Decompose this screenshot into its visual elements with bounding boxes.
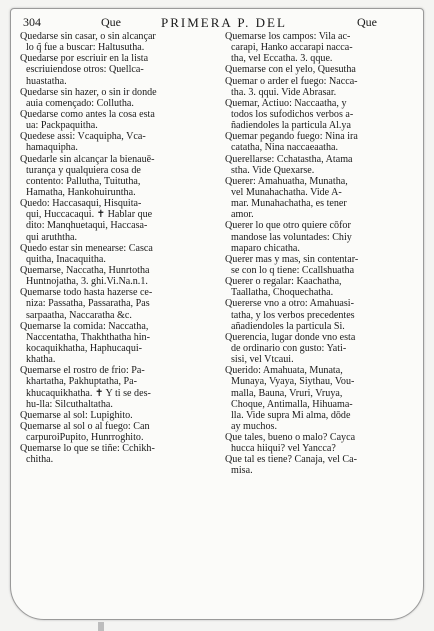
dictionary-line: hu-lla: Silcuthaltatha.: [26, 398, 113, 410]
dictionary-line: Querencia, lugar donde vno esta: [225, 331, 356, 343]
dictionary-line: sarpaatha, Naccaratha &c.: [26, 309, 132, 321]
dictionary-line: Querer o regalar: Kaachatha,: [225, 276, 342, 288]
dictionary-line: Quedarse por escriuir en la lista: [20, 53, 149, 65]
catchword-right: Que: [357, 15, 377, 29]
dictionary-line: catatha, Nina naccaeaatha.: [231, 142, 339, 154]
dictionary-line: escriuiendose otros: Quellca-: [26, 64, 144, 76]
dictionary-line: carapi, Hanko accarapi nacca-: [231, 42, 353, 54]
dictionary-line: Quedarse como antes la cosa esta: [20, 108, 155, 120]
dictionary-line: Quemarse la comida: Naccatha,: [20, 320, 149, 332]
dictionary-line: sisi, vel Vtcaui.: [231, 354, 294, 366]
dictionary-line: de ordinario con gusto: Yati-: [231, 342, 347, 354]
dictionary-line: turança y qualquiera cosa de: [26, 164, 141, 176]
dictionary-line: Huntnojatha, 3. ghi.Vi.Na.n.1.: [26, 276, 148, 288]
dictionary-line: khartatha, Pakhuptatha, Pa-: [26, 376, 137, 388]
dictionary-line: tha, vel Eccatha. 3. qque.: [231, 53, 333, 65]
dictionary-line: carpuroiPupito, Hunrroghito.: [26, 432, 144, 444]
running-title: PRIMERA P. DEL: [161, 15, 287, 30]
dictionary-line: Choque, Antimalla, Hihuama-: [231, 398, 353, 410]
dictionary-line: Quemar pegando fuego: Nina ira: [225, 131, 358, 143]
dictionary-line: Quedarse sin hazer, o sin ir donde: [20, 86, 157, 98]
dictionary-line: Quemarse todo hasta hazerse ce-: [20, 287, 153, 299]
dictionary-line: amor.: [231, 209, 254, 221]
dictionary-line: maparo chicatha.: [231, 242, 300, 254]
dictionary-line: Quererse vno a otro: Amahuasi-: [225, 298, 354, 310]
dictionary-line: tatha, y los verbos precedentes: [231, 309, 355, 321]
dictionary-line: khatha.: [26, 354, 56, 366]
dictionary-line: chitha.: [26, 454, 54, 466]
dictionary-line: Hamatha, Hankohuiruntha.: [26, 186, 136, 198]
dictionary-line: niza: Passatha, Passaratha, Pas: [26, 298, 150, 310]
dictionary-line: misa.: [231, 465, 253, 477]
catchword-left: Que: [101, 15, 121, 29]
dictionary-line: Querido: Amahuata, Munata,: [225, 365, 343, 377]
dictionary-line: Munaya, Vyaya, Siythau, Vou-: [231, 376, 355, 388]
dictionary-line: todos los sufodichos verbos a-: [231, 108, 354, 120]
dictionary-line: Quemarse, Naccatha, Hunrtotha: [20, 264, 150, 276]
scan-edge-mark: [98, 622, 104, 631]
dictionary-line: qui aruththa.: [26, 231, 78, 243]
dictionary-line: Quedese assi: Vcaquipha, Vca-: [20, 131, 146, 143]
dictionary-line: Querer lo que otro quiere cōfor: [225, 220, 351, 232]
dictionary-line: añadiendoles la particula Si.: [231, 320, 345, 332]
dictionary-line: Quemarse al sol o al fuego: Can: [20, 420, 150, 432]
dictionary-line: Quemar o arder el fuego: Nacca-: [225, 75, 358, 87]
dictionary-line: Quemarse lo que se tiñe: Cchikh-: [20, 443, 155, 455]
dictionary-line: quitha, Inacaquitha.: [26, 253, 106, 265]
dictionary-line: hucca hiiqui? vel Yancca?: [231, 443, 336, 455]
dictionary-line: hamaquipha.: [26, 142, 78, 154]
dictionary-line: Quemarse los campos: Vila ac-: [225, 31, 351, 42]
dictionary-line: stha. Vide Quexarse.: [231, 164, 315, 176]
dictionary-line: Querellarse: Cchatastha, Atama: [225, 153, 353, 165]
dictionary-line: kocaquikhatha, Haphucaqui-: [26, 342, 143, 354]
right-column: [225, 31, 417, 477]
dictionary-line: contento: Pallutha, Tuitutha,: [26, 175, 141, 187]
dictionary-line: lla. Vide supra Mi alma, dōde: [231, 409, 351, 421]
left-column: [20, 31, 217, 465]
dictionary-line: Quedo: Haccasaqui, Hisquita-: [20, 198, 142, 210]
dictionary-line: se con lo q tiene: Ccallshuatha: [231, 264, 355, 276]
dictionary-line: vel Munahachatha. Vide A-: [231, 186, 342, 198]
dictionary-line: Quemarse con el yelo, Quesutha: [225, 64, 356, 76]
dictionary-line: lo q̃ fue a buscar: Haltusutha.: [26, 42, 145, 54]
dictionary-line: ua: Packpaquitha.: [26, 120, 98, 132]
dictionary-line: Quemar, Actiuo: Naccaatha, y: [225, 97, 347, 109]
dictionary-line: Quedarse sin casar, o sin alcançar: [20, 31, 156, 42]
dictionary-line: huastatha.: [26, 75, 67, 87]
dictionary-line: mandose las voluntades: Chiy: [231, 231, 352, 243]
dictionary-line: Quemarse el rostro de frio: Pa-: [20, 365, 145, 377]
dictionary-line: Quedarle sin alcançar la bienauē-: [20, 153, 155, 165]
dictionary-line: dito: Manqhuetaqui, Haccasa-: [26, 220, 148, 232]
dictionary-line: Quedo estar sin menearse: Casca: [20, 242, 153, 254]
dictionary-line: ñadiendoles la particula Al.ya: [231, 120, 351, 132]
page-header: [21, 15, 411, 31]
dictionary-line: qui, Huccacaqui. ✝ Hablar que: [26, 209, 153, 221]
dictionary-line: mar. Munahachatha, es tener: [231, 198, 347, 210]
dictionary-line: Taallatha, Choquechatha.: [231, 287, 334, 299]
dictionary-line: Que tales, bueno o malo? Cayca: [225, 432, 356, 444]
dictionary-line: Naccentatha, Thakhthatha hin-: [26, 331, 150, 343]
dictionary-line: ay muchos.: [231, 420, 277, 432]
dictionary-line: Que tal es tiene? Canaja, vel Ca-: [225, 454, 358, 466]
dictionary-line: Querer mas y mas, sin contentar-: [225, 253, 359, 265]
dictionary-line: auia començado: Collutha.: [26, 97, 134, 109]
dictionary-line: Querer: Amahuatha, Munatha,: [225, 175, 348, 187]
dictionary-line: tha. 3. qqui. Vide Abrasar.: [231, 86, 337, 98]
book-page: [10, 8, 424, 620]
dictionary-line: khucaquikhatha. ✝ Y ti se des-: [26, 387, 151, 399]
page-number: 304: [23, 15, 41, 29]
dictionary-line: malla, Bauna, Vruri, Vruya,: [231, 387, 343, 399]
dictionary-line: Quemarse al sol: Lupighito.: [20, 409, 133, 421]
